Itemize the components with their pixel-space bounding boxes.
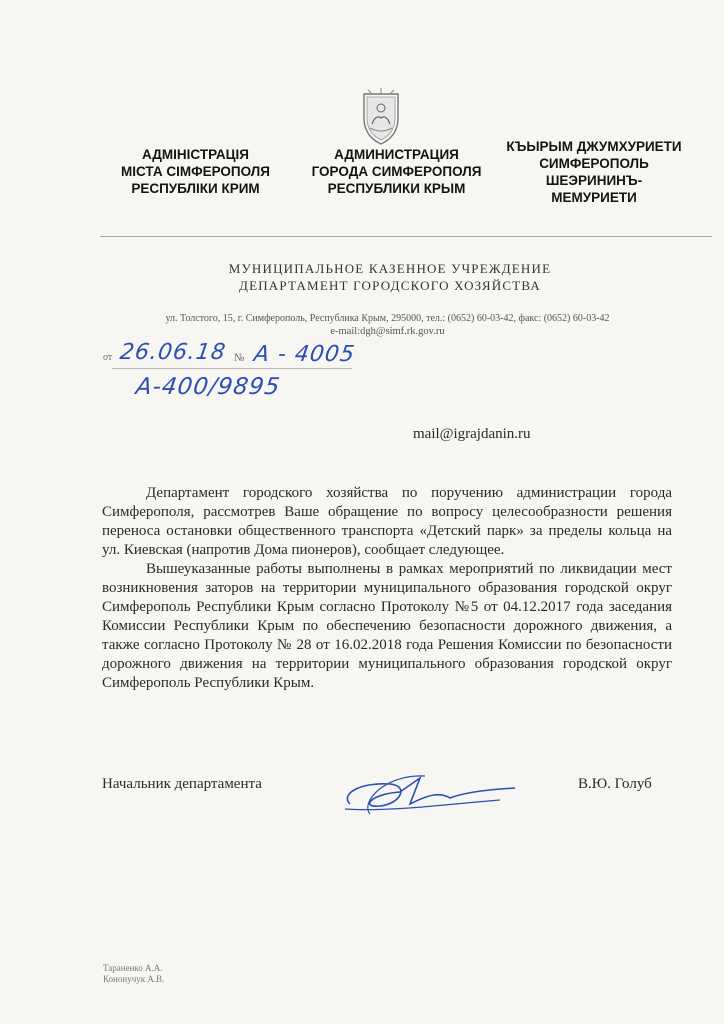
reference-number: А-400/9895: [134, 374, 283, 400]
outgoing-number: А - 4005: [252, 342, 357, 367]
header-ukrainian-line-1: АДМІНІСТРАЦІЯ: [142, 147, 249, 162]
letter-body: [102, 484, 672, 693]
signatory-position: Начальник департамента: [102, 776, 262, 792]
executors-block: [103, 963, 164, 985]
number-label: №: [234, 352, 245, 364]
handwritten-signature: [330, 764, 530, 824]
address-line: ул. Толстого, 15, г. Симферополь, Республика Крым, 295000, тел.: (0652) 60-03-42, факс: (0652) 60-03-42: [165, 313, 610, 324]
paragraph-1: Департамент городского хозяйства по поручению администрации города Симферополя, рассмотрев Ваше обращение по вопросу целесообразности решения переноса остановки общественного транспорта «Детский парк» за пределы кольца на ул. Киевская (напротив Дома пионеров), сообщает следующее.: [102, 485, 672, 558]
header-crimean-tatar-line-4: МЕМУРИЕТИ: [551, 190, 637, 205]
header-russian-line-1: АДМИНИСТРАЦИЯ: [334, 147, 459, 162]
header-crimean-tatar: [494, 138, 694, 206]
header-ukrainian: [108, 146, 283, 197]
coat-of-arms-emblem: [358, 88, 404, 146]
institution-line-1: МУНИЦИПАЛЬНОЕ КАЗЕННОЕ УЧРЕЖДЕНИЕ: [228, 261, 552, 276]
institution-title: [150, 260, 630, 294]
header-russian-line-3: РЕСПУБЛИКИ КРЫМ: [327, 181, 466, 196]
header-russian: [294, 146, 499, 197]
header-russian-line-2: ГОРОДА СИМФЕРОПОЛЯ: [311, 164, 482, 179]
from-label: от: [103, 352, 113, 363]
date-underline: [112, 368, 352, 369]
outgoing-date: 26.06.18: [118, 340, 228, 365]
header-divider: [100, 236, 712, 237]
header-ukrainian-line-2: МІСТА СІМФЕРОПОЛЯ: [121, 164, 270, 179]
signatory-name: В.Ю. Голуб: [578, 776, 652, 792]
header-ukrainian-line-3: РЕСПУБЛІКИ КРИМ: [131, 181, 260, 196]
paragraph-2: Вышеуказанные работы выполнены в рамках мероприятий по ликвидации мест возникновения заторов на территории муниципального образования городской округ Симферополь Республики Крым согласно Протоколу №5 от 04.12.2017 года заседания Комиссии Республики Крым по обеспечению безопасности дорожного движения, а также согласно Протоколу № 28 от 16.02.2018 года Решения Комиссии по безопасности дорожного движения на территории муниципального образования городской округ Симферополь Республики Крым.: [102, 561, 672, 691]
header-crimean-tatar-line-1: КЪЫРЫМ ДЖУМХУРИЕТИ: [506, 139, 682, 154]
executor-1: Тараненко А.А.: [103, 963, 163, 973]
email-line: e-mail:dgh@simf.rk.gov.ru: [330, 326, 445, 337]
recipient-email: mail@igrajdanin.ru: [413, 426, 531, 442]
executor-2: Кононучук А.В.: [103, 974, 165, 984]
institution-line-2: ДЕПАРТАМЕНТ ГОРОДСКОГО ХОЗЯЙСТВА: [239, 278, 541, 293]
address-block: [100, 312, 675, 338]
header-crimean-tatar-line-3: ШЕЭРИНИНЪ-: [545, 173, 643, 188]
header-crimean-tatar-line-2: СИМФЕРОПОЛЬ: [539, 156, 649, 171]
